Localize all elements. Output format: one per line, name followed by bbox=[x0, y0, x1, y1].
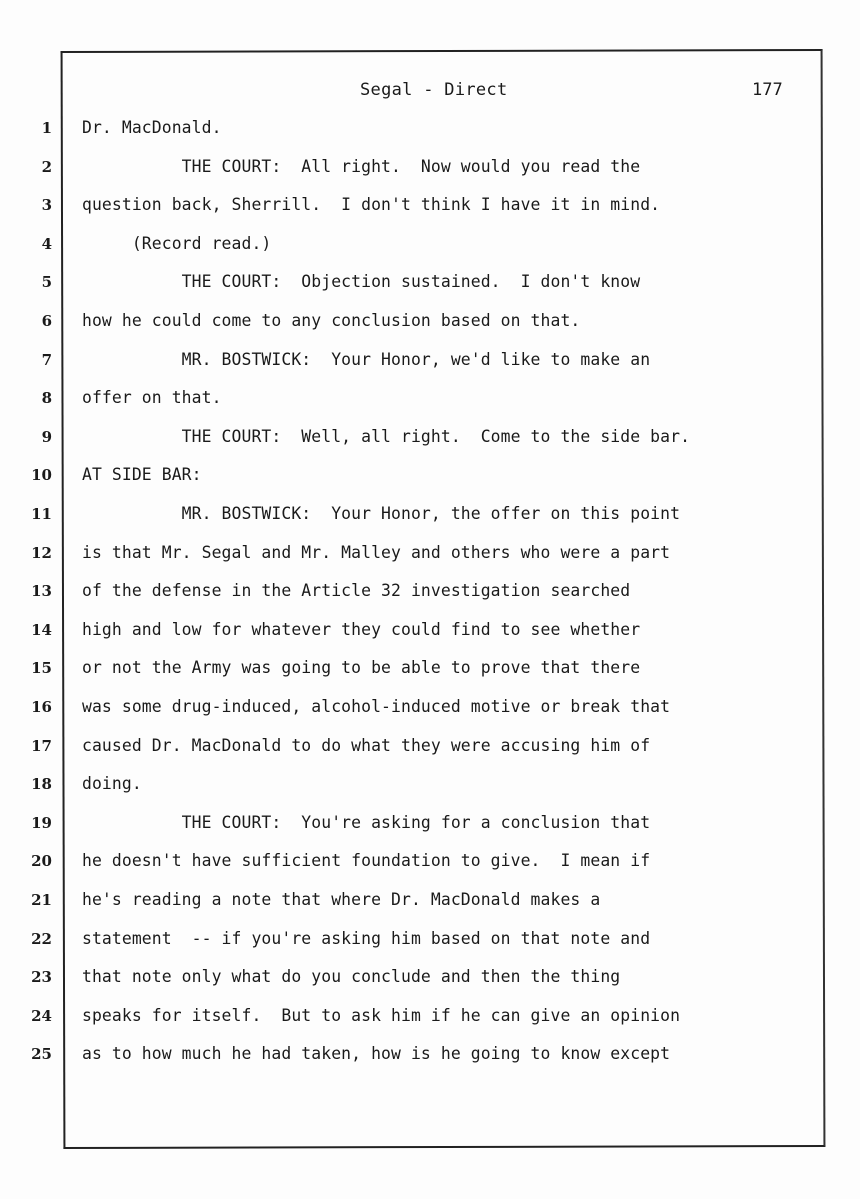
line-text: THE COURT: You're asking for a conclusion that bbox=[82, 812, 651, 832]
line-number: 21 bbox=[31, 891, 52, 909]
line-text: he's reading a note that where Dr. MacDonald makes a bbox=[82, 890, 601, 909]
line-text: that note only what do you conclude and then the thing bbox=[82, 967, 621, 987]
line-text: statement -- if you're asking him based on that note and bbox=[82, 928, 651, 948]
line-number: 22 bbox=[31, 929, 52, 948]
line-text: high and low for whatever they could find to see whether bbox=[82, 619, 641, 639]
line-number: 7 bbox=[41, 350, 52, 369]
line-text: or not the Army was going to be able to prove that there bbox=[82, 658, 641, 678]
line-text: question back, Sherrill. I don't think I have it in mind. bbox=[82, 195, 661, 215]
line-text: speaks for itself. But to ask him if he can give an opinion bbox=[82, 1005, 681, 1025]
line-number: 10 bbox=[31, 466, 52, 485]
line-text: how he could come to any conclusion based on that. bbox=[82, 311, 581, 330]
line-number: 8 bbox=[41, 389, 52, 408]
line-number: 25 bbox=[31, 1045, 52, 1064]
line-number: 9 bbox=[41, 427, 52, 446]
line-number: 13 bbox=[31, 582, 52, 601]
line-text: Dr. MacDonald. bbox=[82, 118, 222, 137]
page-header-title: Segal - Direct bbox=[360, 80, 508, 100]
line-text: THE COURT: Well, all right. Come to the side bar. bbox=[82, 426, 691, 446]
page-number: 177 bbox=[752, 80, 783, 100]
line-number: 3 bbox=[41, 196, 52, 215]
line-number: 15 bbox=[31, 659, 52, 678]
line-text: (Record read.) bbox=[82, 233, 272, 253]
line-number: 23 bbox=[31, 968, 52, 987]
line-text: offer on that. bbox=[82, 388, 222, 408]
line-number: 1 bbox=[41, 119, 52, 137]
line-text: THE COURT: All right. Now would you read the bbox=[82, 156, 641, 176]
line-text: AT SIDE BAR: bbox=[82, 465, 202, 485]
line-text: was some drug-induced, alcohol-induced motive or break that bbox=[82, 697, 671, 716]
line-text: he doesn't have sufficient foundation to give. I mean if bbox=[82, 851, 651, 871]
line-number: 18 bbox=[31, 775, 52, 794]
line-number: 24 bbox=[31, 1006, 52, 1025]
line-text: is that Mr. Segal and Mr. Malley and others who were a part bbox=[82, 542, 671, 562]
line-number: 14 bbox=[31, 620, 52, 639]
line-number: 4 bbox=[41, 234, 52, 253]
line-number: 12 bbox=[31, 543, 52, 562]
line-number: 2 bbox=[41, 157, 52, 176]
line-text: MR. BOSTWICK: Your Honor, the offer on this point bbox=[82, 504, 681, 523]
line-text: caused Dr. MacDonald to do what they were accusing him of bbox=[82, 735, 651, 755]
line-text: MR. BOSTWICK: Your Honor, we'd like to make an bbox=[82, 349, 651, 369]
line-number: 6 bbox=[41, 312, 52, 330]
line-number: 5 bbox=[41, 273, 52, 292]
line-number: 11 bbox=[31, 505, 52, 523]
line-text: doing. bbox=[82, 774, 142, 794]
line-number: 19 bbox=[31, 813, 52, 832]
line-text: as to how much he had taken, how is he going to know except bbox=[82, 1044, 671, 1064]
line-text: of the defense in the Article 32 investigation searched bbox=[82, 581, 631, 601]
line-text: THE COURT: Objection sustained. I don't know bbox=[82, 272, 641, 292]
line-number: 17 bbox=[31, 736, 52, 755]
line-number: 20 bbox=[31, 852, 52, 871]
line-number: 16 bbox=[31, 698, 52, 716]
